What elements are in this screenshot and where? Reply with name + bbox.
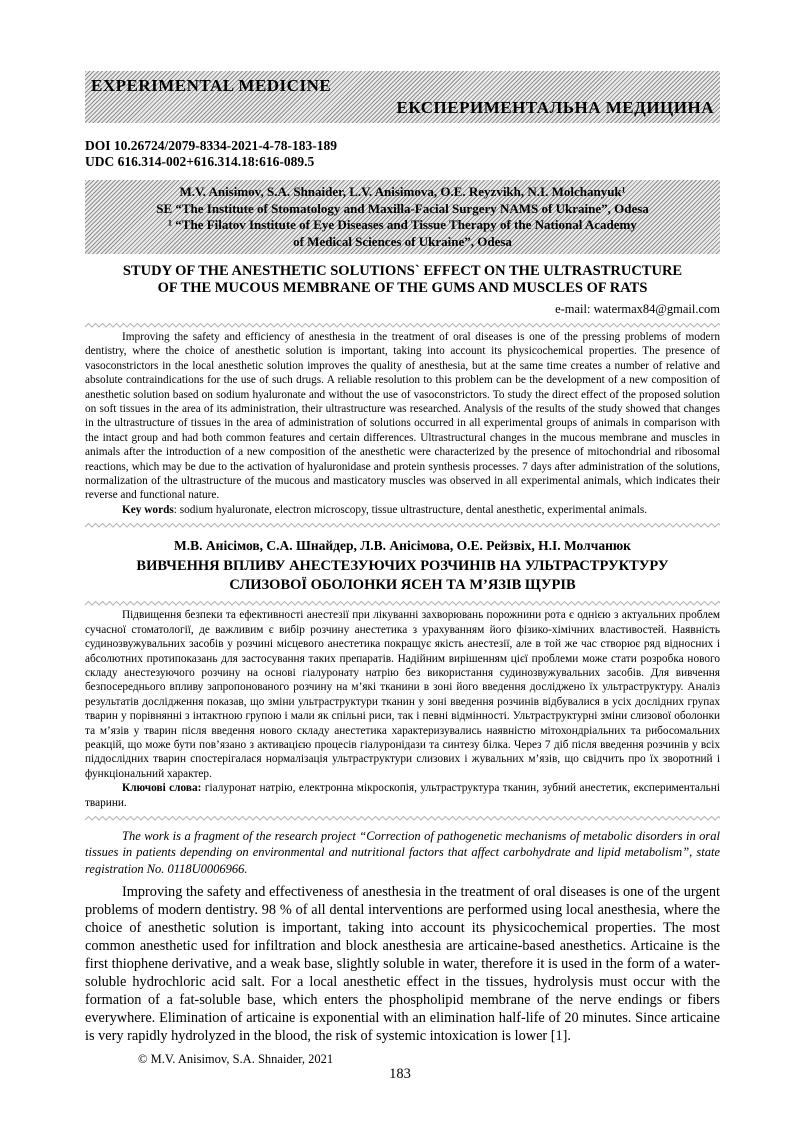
- affiliation-line-2: ¹ “The Filatov Institute of Eye Diseases and Tissue Therapy of the National Academy: [168, 217, 637, 232]
- abstract-en: Improving the safety and efficiency of anesthesia in the treatment of oral diseases is one of the pressing problems of modern dentistry, where the choice of anesthetic solution is important, taking into account its physicochemical properties. The presence of vasoconstrictors in the local anesthetic solution improves the quality of anesthesia, but at the same time creates a number of relative and absolute contraindications for the use of such drugs. A reliable resolution to this problem can be the development of a new composition of anesthetic solution based on sodium hyaluronate and without the use of vasoconstrictors. To study the direct effect of the proposed solution on soft tissues in the area of its administration, their ultrastructure was researched. Analysis of the results of the study showed that changes in the ultrastructure of tissues in the area of administration of solutions occurred in all experimental groups of animals in comparison with the intact group and had both common features and certain differences. Ultrastructural changes in the mucous membrane and muscles in animals after the introduction of a new composition of the anesthetic were characterized by the presence of mitochondrial and ribosomal reactions, which may be due to the activation of hyaluronidase and protein synthesis processes. 7 days after administration of the solutions, normalization of the ultrastructure of the mucous and masticatory muscles was observed in all experimental animals, which indicates their reverse and functional nature.: [85, 331, 720, 502]
- page-number: 183: [389, 1066, 411, 1082]
- udc-line: UDC 616.314-002+616.314.18:616-089.5: [85, 153, 315, 169]
- title-line: STUDY OF THE ANESTHETIC SOLUTIONS` EFFECT ON THE ULTRASTRUCTURE: [122, 263, 683, 279]
- email-label: e-mail:: [555, 302, 591, 316]
- keywords-en-label: Key words: [122, 503, 174, 516]
- zigzag-divider: [85, 600, 720, 606]
- title-line: ВИВЧЕННЯ ВПЛИВУ АНЕСТЕЗУЮЧИХ РОЗЧИНІВ НА УЛЬТРАСТРУКТУРУ: [136, 558, 669, 575]
- keywords-uk: [85, 781, 720, 810]
- keywords-uk-text: гіалуронат натрію, електронна мікроскопія, ультраструктура тканин, зубний анестетик, експериментальні тварини.: [85, 782, 720, 809]
- doi-line: DOI 10.26724/2079-8334-2021-4-78-183-189: [85, 138, 337, 153]
- article-title-uk: [85, 557, 720, 595]
- zigzag-divider: [85, 815, 720, 821]
- keywords-en: [85, 503, 720, 517]
- section-banner: [85, 71, 720, 123]
- title-line: OF THE MUCOUS MEMBRANE OF THE GUMS AND MUSCLES OF RATS: [157, 279, 648, 296]
- article-identifiers: [85, 138, 720, 169]
- authors-uk: М.В. Анісімов, С.А. Шнайдер, Л.В. Анісімова, О.Е. Рейзвіх, Н.І. Молчанюк: [174, 538, 631, 554]
- email-address[interactable]: watermax84@gmail.com: [593, 302, 720, 316]
- keywords-uk-label: Ключові слова:: [122, 782, 202, 795]
- email-line: [85, 302, 720, 317]
- zigzag-divider: [85, 522, 720, 528]
- section-title-uk: ЕКСПЕРИМЕНТАЛЬНА МЕДИЦИНА: [396, 98, 714, 117]
- affiliation-line-1: SE “The Institute of Stomatology and Maxilla-Facial Surgery NAMS of Ukraine”, Odesa: [156, 200, 649, 216]
- authors-line: M.V. Anisimov, S.A. Shnaider, L.V. Anisimova, O.E. Reyzvikh, N.I. Molchanyuk¹: [179, 184, 626, 199]
- article-title-en: [85, 263, 720, 296]
- affiliation-line-3: of Medical Sciences of Ukraine”, Odesa: [293, 233, 512, 249]
- copyright-line: © M.V. Anisimov, S.A. Shnaider, 2021: [138, 1052, 334, 1066]
- authors-affiliations-banner: [85, 180, 720, 254]
- body-paragraph: Improving the safety and effectiveness of anesthesia in the treatment of oral diseases is one of the urgent problems of modern dentistry. 98 % of all dental interventions are performed using local anesthesia, where the choice of anesthetic solution is important, taking into account its physicochemical properties. The most common anesthetic used for infiltration and block anesthesia are articaine-based anesthetics. Articaine is the first thiophene derivative, and a weak base, slightly soluble in water, therefore it is used in the form of a water-soluble hydrochloric acid salt. For a local anesthetic effect in the tissues, hydrolysis must occur with the formation of a fat-soluble base, which enters the phospholipid membrane of the nerve endings or fibers everywhere. Elimination of articaine is exponential with an elimination half-life of 20 minutes. Since articaine is very rapidly hydrolyzed in the blood, the risk of systemic intoxication is lower [1].: [85, 884, 720, 1044]
- zigzag-divider: [85, 322, 720, 328]
- abstract-uk: Підвищення безпеки та ефективності анестезії при лікуванні захворювань порожнини рота є однією з актуальних проблем сучасної стоматології, де важливим є вибір розчину анестетика з урахуванням його фізико-хімічних властивостей. Наявність судинозвужувальних засобів у розчині місцевого анестетика покращує якість анестезії, але в той же час створює ряд відносних і абсолютних протипоказань для застосування таких препаратів. Надійним вирішенням цієї проблеми може стати розробка нового складу анестезуючого розчину на основі гіалуронату натрію без використання судинозвужувальних засобів. Для вивчення безпосереднього впливу запропонованого розчину на м’які тканини в зоні його введення досліджено їх ультраструктуру. Аналіз результатів дослідження показав, що зміни ультраструктури тканин у зоні введення розчинів відбувалися в усіх дослідних групах тварин у порівнянні з інтактною групою і мали як спільні риси, так і певні відмінності. Ультраструктурні зміни слизової оболонки та м’язів у тварин після введення нового складу анестетика характеризувались наявністю мітохондріальних та рибосомальних реакцій, що може бути пов’язано з активацією процесів гіалуронідази та синтезу білка. Через 7 діб після введення розчинів у всіх піддослідних тварин спостерігалася нормалізація ультраструктури слизових і жувальних м’язів, що свідчить про їх зворотний і функціональний характер.: [85, 609, 720, 780]
- research-project-note: The work is a fragment of the research project “Correction of pathogenetic mechanisms of metabolic disorders in oral tissues in patients depending on environmental and nutritional factors that affect carbohydrate and lipid metabolism”, state registration No. 0118U0006966.: [85, 828, 720, 876]
- title-line: СЛИЗОВОЇ ОБОЛОНКИ ЯСЕН ТА М’ЯЗІВ ЩУРІВ: [229, 577, 576, 594]
- keywords-en-text: : sodium hyaluronate, electron microscopy, tissue ultrastructure, dental anesthetic, experimental animals.: [173, 503, 648, 516]
- section-title-en: EXPERIMENTAL MEDICINE: [91, 76, 332, 95]
